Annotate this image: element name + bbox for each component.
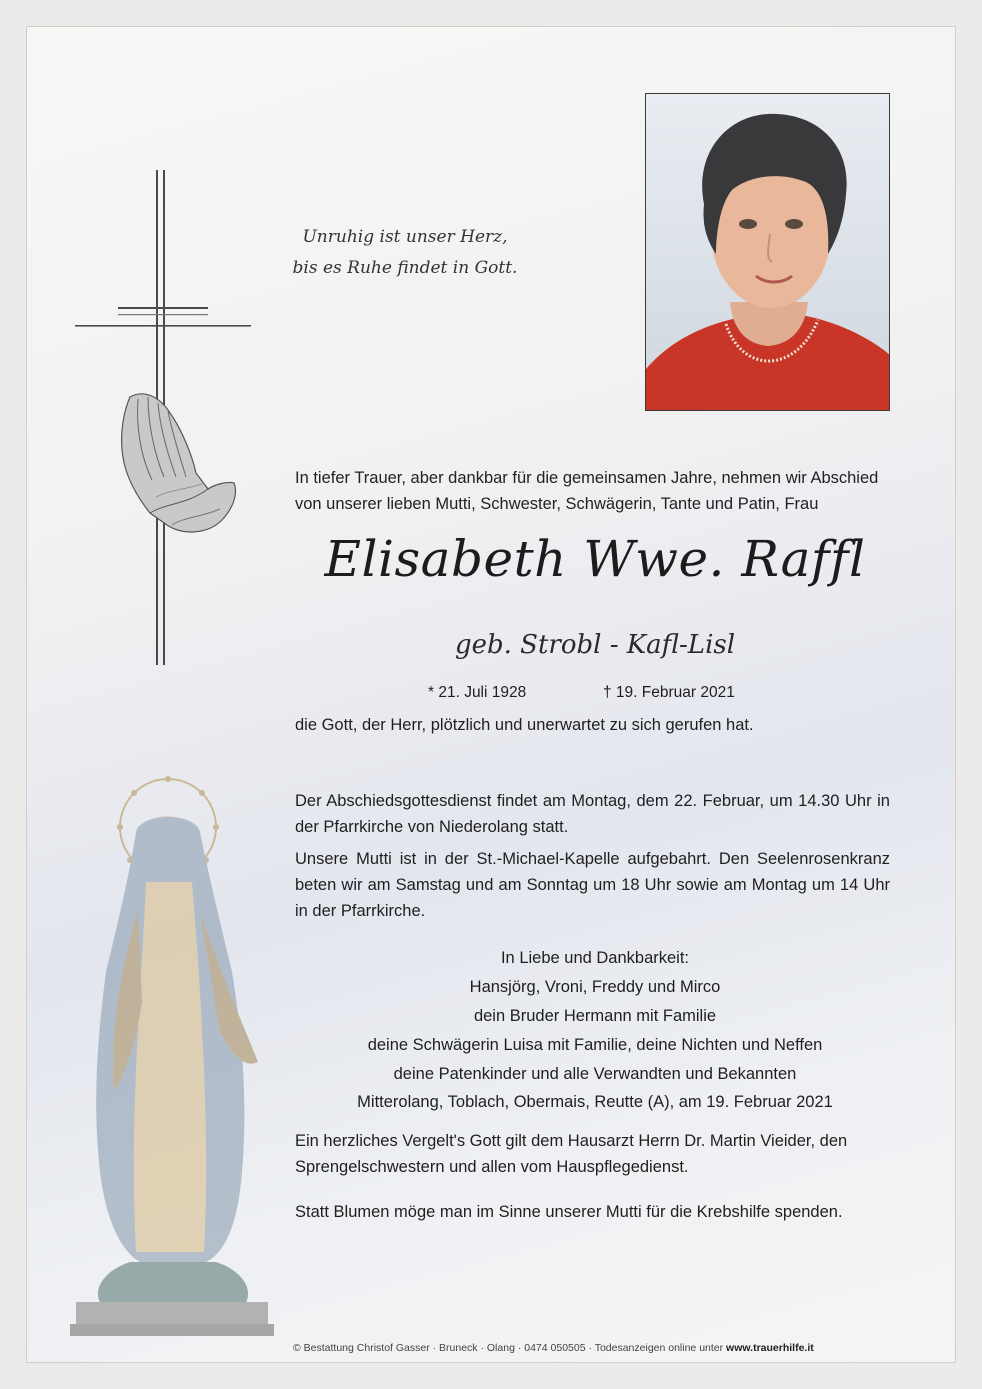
footer <box>293 1342 814 1354</box>
death-date: † 19. Februar 2021 <box>603 684 735 701</box>
family-line: deine Schwägerin Luisa mit Familie, deine Nichten und Neffen <box>367 1036 823 1054</box>
intro-text <box>295 465 895 517</box>
portrait-photo <box>645 93 890 411</box>
footer-link[interactable]: www.trauerhilfe.it <box>726 1342 814 1354</box>
family-line: deine Patenkinder und alle Verwandten und Bekannten <box>393 1065 797 1083</box>
mary-statue-image <box>70 772 275 1340</box>
birth-name: geb. Strobl - Kafl-Lisl <box>454 630 736 660</box>
portrait-illustration <box>646 94 890 411</box>
intro-line-2: von unserer lieben Mutti, Schwester, Schwägerin, Tante und Patin, Frau <box>295 495 819 513</box>
thanks-text: Ein herzliches Vergelt's Gott gilt dem Hausarzt Herrn Dr. Martin Vieider, den Sprengelschwestern und allen vom Hauspflegedienst. <box>295 1132 848 1176</box>
place-and-date: Mitterolang, Toblach, Obermais, Reutte (A), am 19. Februar 2021 <box>357 1093 833 1111</box>
called-home-text: die Gott, der Herr, plötzlich und unerwartet zu sich gerufen hat. <box>295 716 754 734</box>
deceased-name: Elisabeth Wwe. Raffl <box>324 530 866 588</box>
donation-note: Statt Blumen möge man im Sinne unserer Mutti für die Krebshilfe spenden. <box>295 1203 843 1221</box>
birth-date: * 21. Juli 1928 <box>428 684 527 701</box>
family-line: dein Bruder Hermann mit Familie <box>473 1007 717 1025</box>
praying-hands-icon <box>112 385 242 545</box>
motto-line-2: bis es Ruhe findet in Gott. <box>292 258 518 278</box>
footer-text: © Bestattung Christof Gasser · Bruneck · Olang · 0474 050505 · Todesanzeigen online unter <box>293 1342 727 1354</box>
service-info: Der Abschiedsgottesdienst findet am Montag, dem 22. Februar, um 14.30 Uhr in der Pfarrkirche von Niederolang statt. <box>295 792 890 836</box>
motto-line-1: Unruhig ist unser Herz, <box>302 227 508 247</box>
family-list <box>295 944 895 1089</box>
motto <box>290 222 520 284</box>
family-line: Hansjörg, Vroni, Freddy und Mirco <box>469 978 721 996</box>
family-intro: In Liebe und Dankbarkeit: <box>500 949 690 967</box>
lying-in-state-info: Unsere Mutti ist in der St.-Michael-Kapelle aufgebahrt. Den Seelenrosenkranz beten wir am Samstag und am Sonntag um 18 Uhr sowie am Montag um 14 Uhr in der Pfarrkirche. <box>295 850 890 920</box>
intro-line-1: In tiefer Trauer, aber dankbar für die gemeinsamen Jahre, nehmen wir Abschied <box>295 469 879 487</box>
